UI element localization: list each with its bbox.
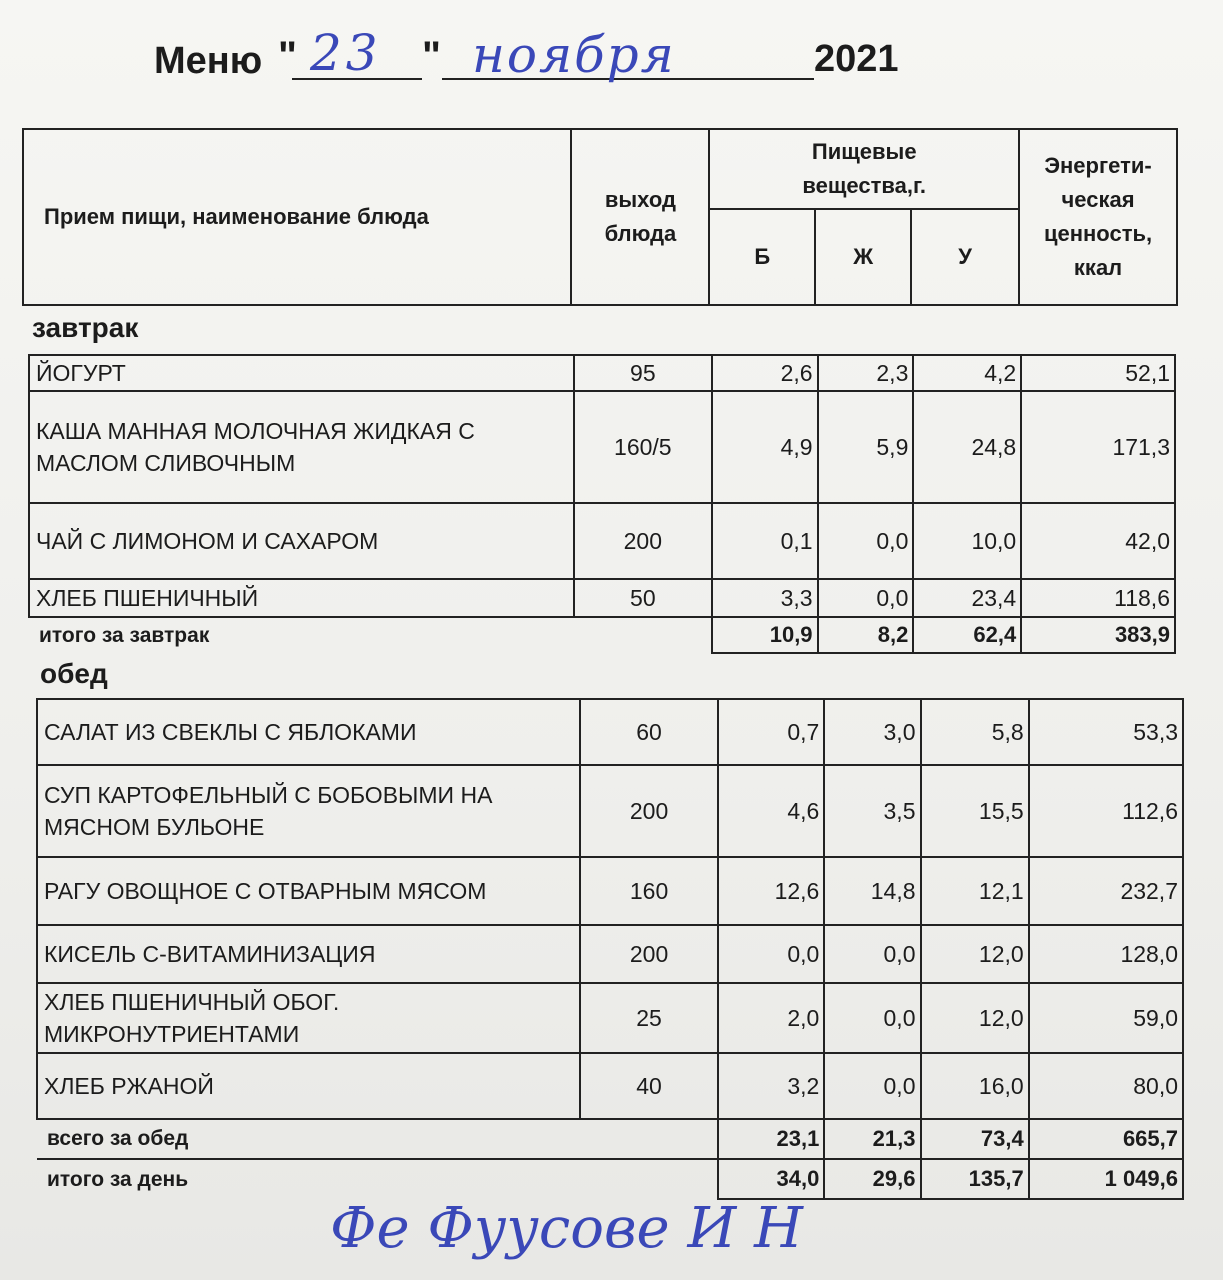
dish-name: ХЛЕБ ПШЕНИЧНЫЙ (29, 579, 574, 617)
dish-output: 25 (580, 983, 718, 1053)
dish-fat: 2,3 (818, 355, 914, 391)
table-row (37, 765, 1183, 857)
dish-output: 200 (580, 925, 718, 983)
dish-output: 40 (580, 1053, 718, 1119)
dish-output: 50 (574, 579, 712, 617)
dish-protein: 3,2 (718, 1053, 824, 1119)
dish-kcal: 53,3 (1029, 699, 1183, 765)
dish-protein: 2,6 (712, 355, 818, 391)
section-breakfast: завтрак (32, 312, 139, 343)
dish-name: РАГУ ОВОЩНОЕ С ОТВАРНЫМ МЯСОМ (37, 857, 580, 925)
dish-carbs: 4,2 (913, 355, 1021, 391)
table-row (37, 1053, 1183, 1119)
dish-name: КАША МАННАЯ МОЛОЧНАЯ ЖИДКАЯ С МАСЛОМ СЛИВОЧНЫМ (29, 391, 574, 503)
dish-carbs: 12,0 (921, 983, 1029, 1053)
dish-protein: 4,6 (718, 765, 824, 857)
total-protein: 23,1 (718, 1119, 824, 1159)
dish-carbs: 5,8 (921, 699, 1029, 765)
dish-name: ЧАЙ С ЛИМОНОМ И САХАРОМ (29, 503, 574, 579)
header-dish-name: Прием пищи, наименование блюда (23, 129, 571, 305)
total-protein: 10,9 (712, 617, 818, 653)
quote-close: " (422, 34, 441, 78)
dish-protein: 0,7 (718, 699, 824, 765)
lunch-total-row (37, 1119, 1183, 1159)
dish-kcal: 128,0 (1029, 925, 1183, 983)
breakfast-total-row (29, 617, 1175, 653)
dish-kcal: 232,7 (1029, 857, 1183, 925)
table-row (29, 391, 1175, 503)
header-table (22, 128, 1178, 306)
section-lunch: обед (40, 658, 108, 689)
dish-fat: 0,0 (818, 503, 914, 579)
dish-output: 160 (580, 857, 718, 925)
header-nutrients: Пищевые вещества,г. (709, 129, 1019, 209)
handwritten-signature: Фе Фуусове И Н (330, 1196, 803, 1261)
table-row (37, 925, 1183, 983)
dish-kcal: 118,6 (1021, 579, 1175, 617)
handwritten-month: ноября (472, 26, 676, 84)
breakfast-table (28, 354, 1176, 654)
dish-carbs: 12,0 (921, 925, 1029, 983)
table-row (37, 699, 1183, 765)
dish-protein: 12,6 (718, 857, 824, 925)
dish-fat: 5,9 (818, 391, 914, 503)
dish-name: СУП КАРТОФЕЛЬНЫЙ С БОБОВЫМИ НА МЯСНОМ БУЛЬОНЕ (37, 765, 580, 857)
dish-protein: 3,3 (712, 579, 818, 617)
dish-output: 160/5 (574, 391, 712, 503)
total-label: всего за обед (37, 1119, 718, 1159)
day-total-label: итого за день (37, 1159, 718, 1199)
dish-output: 200 (580, 765, 718, 857)
dish-kcal: 171,3 (1021, 391, 1175, 503)
total-label: итого за завтрак (29, 617, 712, 653)
header-output: выход блюда (571, 129, 709, 305)
dish-carbs: 12,1 (921, 857, 1029, 925)
dish-protein: 2,0 (718, 983, 824, 1053)
day-total-fat: 29,6 (824, 1159, 920, 1199)
table-row (29, 503, 1175, 579)
dish-carbs: 15,5 (921, 765, 1029, 857)
dish-fat: 3,0 (824, 699, 920, 765)
total-kcal: 665,7 (1029, 1119, 1183, 1159)
dish-name: ХЛЕБ ПШЕНИЧНЫЙ ОБОГ. МИКРОНУТРИЕНТАМИ (37, 983, 580, 1053)
dish-protein: 0,1 (712, 503, 818, 579)
dish-carbs: 10,0 (913, 503, 1021, 579)
dish-protein: 4,9 (712, 391, 818, 503)
header-energy: Энергети-ческая ценность, ккал (1019, 129, 1177, 305)
table-row (37, 857, 1183, 925)
dish-fat: 0,0 (824, 1053, 920, 1119)
lunch-table (36, 698, 1184, 1200)
dish-carbs: 23,4 (913, 579, 1021, 617)
dish-kcal: 59,0 (1029, 983, 1183, 1053)
header-protein: Б (709, 209, 815, 305)
dish-carbs: 16,0 (921, 1053, 1029, 1119)
title-year: 2021 (814, 38, 899, 80)
table-row (37, 983, 1183, 1053)
total-fat: 21,3 (824, 1119, 920, 1159)
day-total-carbs: 135,7 (921, 1159, 1029, 1199)
dish-kcal: 112,6 (1029, 765, 1183, 857)
table-row (29, 355, 1175, 391)
dish-fat: 14,8 (824, 857, 920, 925)
table-row (29, 579, 1175, 617)
dish-kcal: 80,0 (1029, 1053, 1183, 1119)
dish-name: САЛАТ ИЗ СВЕКЛЫ С ЯБЛОКАМИ (37, 699, 580, 765)
day-total-protein: 34,0 (718, 1159, 824, 1199)
dish-output: 60 (580, 699, 718, 765)
header-fat: Ж (815, 209, 911, 305)
menu-title (150, 24, 910, 90)
total-carbs: 73,4 (921, 1119, 1029, 1159)
total-fat: 8,2 (818, 617, 914, 653)
dish-carbs: 24,8 (913, 391, 1021, 503)
title-word: Меню (154, 40, 263, 82)
dish-output: 200 (574, 503, 712, 579)
dish-protein: 0,0 (718, 925, 824, 983)
dish-kcal: 42,0 (1021, 503, 1175, 579)
dish-fat: 0,0 (824, 925, 920, 983)
dish-fat: 3,5 (824, 765, 920, 857)
dish-name: ЙОГУРТ (29, 355, 574, 391)
dish-fat: 0,0 (818, 579, 914, 617)
dish-name: ХЛЕБ РЖАНОЙ (37, 1053, 580, 1119)
dish-name: КИСЕЛЬ С-ВИТАМИНИЗАЦИЯ (37, 925, 580, 983)
dish-kcal: 52,1 (1021, 355, 1175, 391)
quote-open: " (278, 34, 297, 78)
total-kcal: 383,9 (1021, 617, 1175, 653)
day-total-row (37, 1159, 1183, 1199)
total-carbs: 62,4 (913, 617, 1021, 653)
dish-fat: 0,0 (824, 983, 920, 1053)
handwritten-day: 23 (310, 24, 382, 82)
day-total-kcal: 1 049,6 (1029, 1159, 1183, 1199)
dish-output: 95 (574, 355, 712, 391)
header-carbs: У (911, 209, 1019, 305)
